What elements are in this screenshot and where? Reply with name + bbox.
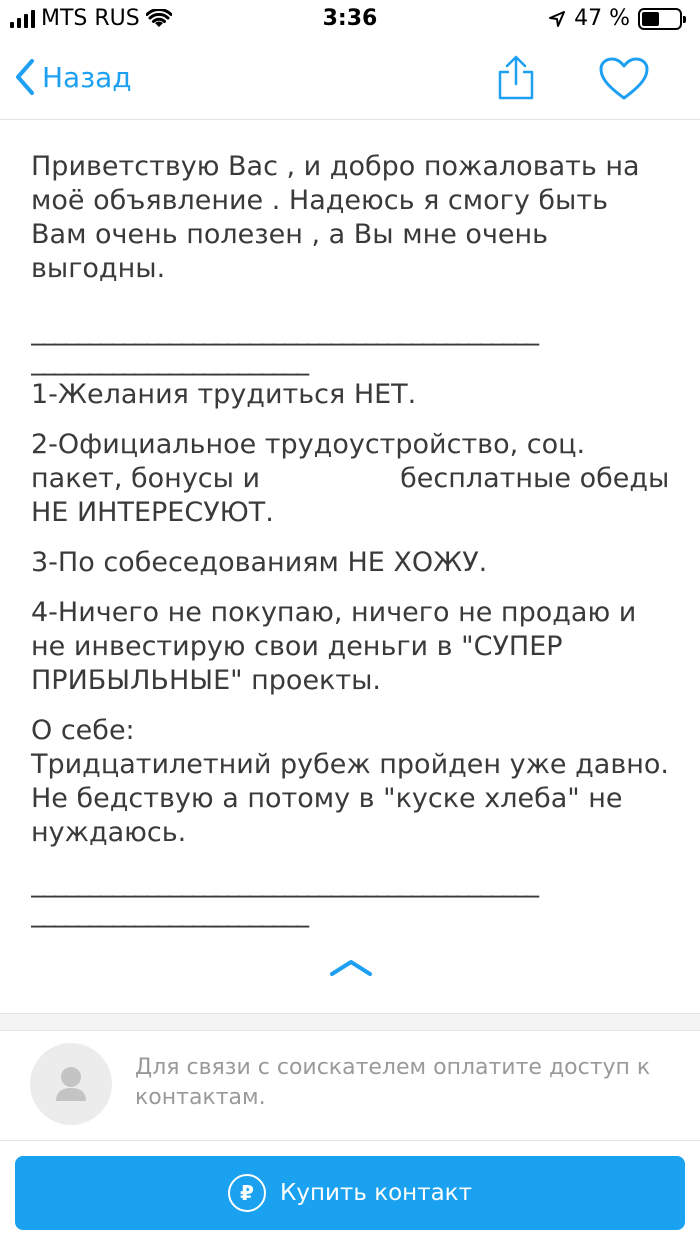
back-button[interactable] — [14, 58, 132, 96]
list-item-2-part2: бесплатные обеды НЕ ИНТЕРЕСУЮТ. — [31, 463, 670, 528]
heart-icon — [598, 56, 650, 102]
back-label: Назад — [42, 60, 132, 94]
chevron-left-icon — [14, 58, 36, 96]
about-text: Тридцатилетний рубеж пройден уже давно. Не бедствую а потому в "куске хлеба" не нуждаюсь. — [31, 749, 670, 848]
battery-fill — [642, 12, 659, 26]
avatar — [30, 1043, 112, 1125]
intro-text: Приветствую Вас , и добро пожаловать на моё объявление . Надеюсь я смогу быть Вам очень полезен , а Вы мне очень выгодны. — [31, 151, 640, 284]
divider-line: ____________________________________________ — [31, 868, 537, 898]
collapse-button[interactable] — [328, 954, 374, 980]
battery-icon — [638, 8, 682, 30]
buy-contact-label: Купить контакт — [280, 1180, 472, 1206]
divider-bottom — [31, 868, 671, 928]
divider-line: ________________________ — [31, 898, 307, 928]
list-item-2 — [31, 428, 671, 530]
about-section — [31, 714, 671, 850]
list-item-4: 4-Ничего не покупаю, ничего не продаю и не инвестирую свои деньги в "СУПЕР ПРИБЫЛЬНЫЕ" проекты. — [31, 597, 637, 696]
battery-percent: 47 % — [574, 6, 630, 31]
nav-bar — [0, 40, 700, 120]
status-bar — [0, 0, 700, 40]
status-time: 3:36 — [322, 6, 378, 31]
share-button[interactable] — [494, 54, 538, 102]
carrier-label: MTS RUS — [41, 6, 140, 31]
buy-contact-button[interactable] — [15, 1156, 685, 1230]
divider-line: ________________________ — [31, 346, 307, 376]
list-item-2-part1: 2-Официальное трудоустройство, соц. пакет, бонусы и — [31, 429, 586, 494]
divider-top — [31, 316, 671, 376]
list-item-1: 1-Желания трудиться НЕТ. — [31, 379, 417, 410]
ruble-icon: ₽ — [228, 1174, 266, 1212]
favorite-button[interactable] — [598, 56, 650, 102]
about-title: О себе: — [31, 715, 135, 746]
status-right — [548, 6, 682, 31]
list-item-3: 3-По собеседованиям НЕ ХОЖУ. — [31, 547, 488, 578]
divider-line: ____________________________________________ — [31, 316, 537, 346]
contact-access-message: Для связи с соискателем оплатите доступ к контактам. — [135, 1055, 651, 1110]
share-icon — [494, 54, 538, 102]
user-placeholder-icon — [30, 1043, 112, 1125]
location-arrow-icon — [548, 10, 566, 28]
contact-info-row — [0, 1031, 700, 1141]
chevron-up-icon — [328, 954, 374, 980]
section-separator — [0, 1013, 700, 1031]
description-content — [31, 150, 671, 930]
